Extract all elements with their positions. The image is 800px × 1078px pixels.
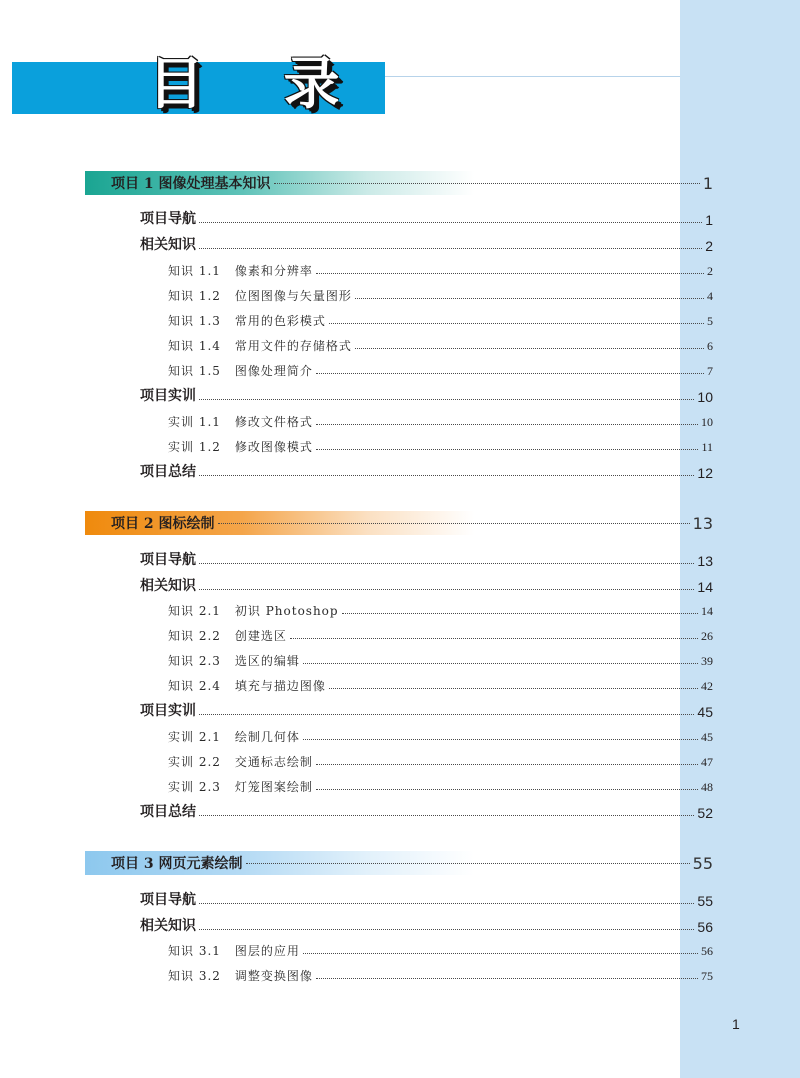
page-number: 1 (732, 1016, 740, 1032)
toc-item[interactable] (168, 311, 713, 329)
toc-item[interactable] (168, 286, 713, 304)
toc-section-label: 项目实训 (140, 388, 196, 404)
toc-item-label (168, 778, 313, 795)
toc-project-label: 项目 2 图标绘制 (111, 516, 215, 532)
toc-item-label (168, 312, 326, 329)
toc-section[interactable] (140, 208, 713, 228)
toc-item[interactable] (168, 777, 713, 795)
toc-item-number: 知识 1.1 (168, 264, 221, 278)
toc-item-title: 填充与描边图像 (234, 679, 326, 693)
toc-page: 13 (697, 553, 713, 569)
toc-page: 14 (701, 604, 713, 618)
toc-project-label: 项目 3 网页元素绘制 (111, 856, 243, 872)
toc-item[interactable] (168, 941, 713, 959)
toc-section-label: 项目导航 (140, 552, 196, 568)
leader-dots (316, 978, 698, 979)
toc-item-number: 知识 3.2 (168, 969, 221, 983)
toc-item[interactable] (168, 437, 713, 455)
toc-page: 6 (707, 339, 713, 353)
toc-item[interactable] (168, 651, 713, 669)
toc-item-label (168, 677, 326, 694)
leader-dots (199, 903, 694, 904)
toc-section[interactable] (140, 889, 713, 909)
toc-item-title: 创建选区 (234, 629, 287, 643)
toc-section[interactable] (140, 700, 713, 720)
toc-item-number: 知识 2.2 (168, 629, 221, 643)
toc-section[interactable] (140, 915, 713, 935)
toc-item-title: 修改图像模式 (234, 440, 313, 454)
leader-dots (199, 589, 694, 590)
toc-item-number: 知识 1.3 (168, 314, 221, 328)
toc-item-number: 知识 2.3 (168, 654, 221, 668)
toc-item-number: 知识 3.1 (168, 944, 221, 958)
toc-project-2[interactable] (85, 511, 713, 535)
toc-page: 56 (697, 919, 713, 935)
toc-item-number: 知识 1.4 (168, 339, 221, 353)
toc-item[interactable] (168, 361, 713, 379)
toc-item-label (168, 438, 313, 455)
toc-item-number: 知识 1.2 (168, 289, 221, 303)
leader-dots (199, 248, 702, 249)
leader-dots (329, 323, 704, 324)
toc-item-title: 修改文件格式 (234, 415, 313, 429)
toc-item[interactable] (168, 261, 713, 279)
toc-page: 48 (701, 780, 713, 794)
leader-dots (303, 663, 698, 664)
leader-dots (218, 523, 690, 524)
toc-item[interactable] (168, 336, 713, 354)
leader-dots (316, 789, 698, 790)
toc-page: 10 (701, 415, 713, 429)
leader-dots (199, 563, 694, 564)
toc-item-label (168, 362, 313, 379)
leader-dots (274, 183, 700, 184)
leader-dots (355, 298, 704, 299)
toc-section-label: 相关知识 (140, 918, 196, 934)
leader-dots (316, 449, 699, 450)
leader-dots (303, 739, 698, 740)
toc-item-title: 初识 Photoshop (234, 604, 339, 618)
toc-section-label: 相关知识 (140, 237, 196, 253)
toc-item-label (168, 627, 287, 644)
toc-page: 42 (701, 679, 713, 693)
toc-item-number: 实训 2.1 (168, 730, 221, 744)
toc-item-number: 知识 2.1 (168, 604, 221, 618)
leader-dots (199, 815, 694, 816)
toc-section-label: 项目实训 (140, 703, 196, 719)
toc-item-label (168, 753, 313, 770)
toc-item-title: 图层的应用 (234, 944, 300, 958)
toc-page: 12 (697, 465, 713, 481)
leader-dots (329, 688, 698, 689)
toc-item-label (168, 262, 313, 279)
toc-item[interactable] (168, 626, 713, 644)
toc-section[interactable] (140, 385, 713, 405)
toc-page: 26 (701, 629, 713, 643)
toc-page: 55 (692, 853, 713, 873)
toc-page: 11 (701, 440, 713, 454)
toc-page: 4 (707, 289, 713, 303)
leader-dots (342, 613, 698, 614)
leader-dots (199, 929, 694, 930)
toc-section[interactable] (140, 801, 713, 821)
toc-item-label (168, 728, 300, 745)
toc-section[interactable] (140, 549, 713, 569)
toc-page: 45 (697, 704, 713, 720)
leader-dots (246, 863, 690, 864)
toc-item-number: 实训 2.2 (168, 755, 221, 769)
leader-dots (355, 348, 704, 349)
toc-item[interactable] (168, 601, 713, 619)
toc-item[interactable] (168, 752, 713, 770)
leader-dots (316, 424, 698, 425)
leader-dots (290, 638, 698, 639)
leader-dots (199, 714, 694, 715)
toc-item-label (168, 967, 313, 984)
toc-item-title: 常用文件的存储格式 (234, 339, 352, 353)
toc-item-title: 交通标志绘制 (234, 755, 313, 769)
toc-page: 2 (707, 264, 713, 278)
page-title: 目 录 (148, 52, 370, 117)
toc-section[interactable] (140, 575, 713, 595)
toc-page: 39 (701, 654, 713, 668)
toc-section-label: 项目总结 (140, 804, 196, 820)
toc-item-title: 选区的编辑 (234, 654, 300, 668)
leader-dots (316, 373, 704, 374)
toc-item-title: 图像处理简介 (234, 364, 313, 378)
toc-item[interactable] (168, 412, 713, 430)
toc-item[interactable] (168, 727, 713, 745)
toc-section[interactable] (140, 461, 713, 481)
toc-item-number: 实训 1.1 (168, 415, 221, 429)
toc-section-label: 项目导航 (140, 211, 196, 227)
leader-dots (316, 273, 704, 274)
toc-item-title: 灯笼图案绘制 (234, 780, 313, 794)
toc-item-number: 知识 1.5 (168, 364, 221, 378)
toc-page: 13 (692, 513, 713, 533)
toc-item-label (168, 413, 313, 430)
toc-section-label: 相关知识 (140, 578, 196, 594)
toc-section-label: 项目导航 (140, 892, 196, 908)
toc-item-label (168, 602, 339, 619)
toc-item-label (168, 287, 352, 304)
leader-dots (199, 475, 694, 476)
toc-item-title: 调整变换图像 (234, 969, 313, 983)
toc-project-label: 项目 1 图像处理基本知识 (111, 176, 271, 192)
toc-item-label (168, 337, 352, 354)
toc-page: 56 (701, 944, 713, 958)
toc-project-1[interactable] (85, 171, 713, 195)
toc-item[interactable] (168, 676, 713, 694)
toc-page: 55 (697, 893, 713, 909)
leader-dots (303, 953, 698, 954)
toc-page: 10 (697, 389, 713, 405)
toc-item-number: 实训 2.3 (168, 780, 221, 794)
toc-item-title: 绘制几何体 (234, 730, 300, 744)
leader-dots (316, 764, 698, 765)
toc-item-title: 常用的色彩模式 (234, 314, 326, 328)
toc-page: 1 (702, 173, 713, 193)
toc-page: 45 (701, 730, 713, 744)
toc-item[interactable] (168, 966, 713, 984)
toc-page: 2 (705, 238, 713, 254)
toc-item-title: 像素和分辨率 (234, 264, 313, 278)
toc-item-number: 实训 1.2 (168, 440, 221, 454)
toc-item-label (168, 652, 300, 669)
leader-dots (199, 399, 694, 400)
toc-section[interactable] (140, 234, 713, 254)
toc-page: 75 (701, 969, 713, 983)
toc-item-number: 知识 2.4 (168, 679, 221, 693)
toc-page: 5 (707, 314, 713, 328)
toc-page: 1 (705, 212, 713, 228)
toc-page: 47 (701, 755, 713, 769)
toc-page: 7 (707, 364, 713, 378)
toc-page: 14 (697, 579, 713, 595)
toc-item-title: 位图图像与矢量图形 (234, 289, 352, 303)
toc-section-label: 项目总结 (140, 464, 196, 480)
toc-project-3[interactable] (85, 851, 713, 875)
leader-dots (199, 222, 702, 223)
toc-page: 52 (697, 805, 713, 821)
toc-item-label (168, 942, 300, 959)
